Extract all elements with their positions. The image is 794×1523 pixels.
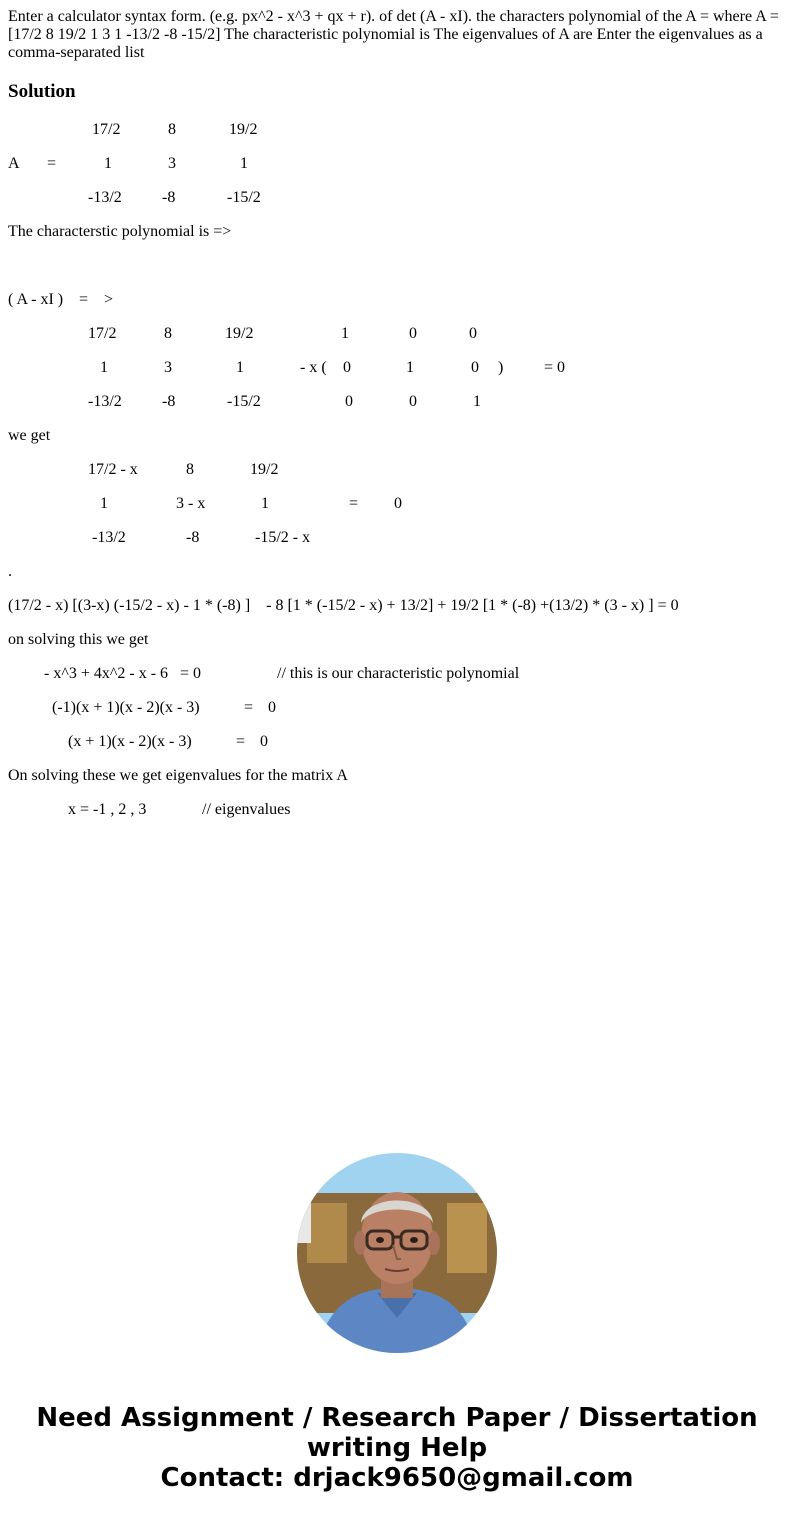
product-cell: -8 xyxy=(162,393,176,410)
product-row-2 xyxy=(0,359,794,379)
solution-heading: Solution xyxy=(8,81,76,102)
product-cell: 3 xyxy=(164,359,172,376)
det-cell: 8 xyxy=(186,461,194,478)
identity-cell: 0 xyxy=(345,393,353,410)
det-zero: 0 xyxy=(394,495,402,512)
expansion-line: (17/2 - x) [(3-x) (-15/2 - x) - 1 * (-8) ] - 8 [1 * (-15/2 - x) + 13/2] + 19/2 [1 * (-8) +(13/2) * (3 - x) ] = 0 xyxy=(8,597,679,614)
product-cell: 8 xyxy=(164,325,172,342)
product-row-3 xyxy=(0,393,794,413)
eigen-intro-line: On solving these we get eigenvalues for the matrix A xyxy=(8,767,348,784)
a-minus-xi-label: ( A - xI ) xyxy=(8,291,64,308)
a-minus-xi-equals: = xyxy=(79,291,89,308)
matrix-a-cell: 19/2 xyxy=(229,121,258,138)
identity-cell: 1 xyxy=(406,359,414,376)
det-cell: -15/2 - x xyxy=(255,529,311,546)
identity-cell: 0 xyxy=(471,359,479,376)
factored-expr: (-1)(x + 1)(x - 2)(x - 3) xyxy=(52,699,200,716)
product-cell: 1 xyxy=(100,359,108,376)
footer-line-2: writing Help xyxy=(306,1433,488,1463)
footer-contact: Contact: drjack9650@gmail.com xyxy=(160,1463,634,1493)
det-row-2 xyxy=(0,495,794,515)
det-equals: = xyxy=(349,495,359,512)
matrix-a-row-3 xyxy=(0,189,794,209)
author-photo-illustration xyxy=(297,1153,497,1353)
poly-comment: // this is our characteristic polynomial xyxy=(277,665,520,682)
factored-expr: (x + 1)(x - 2)(x - 3) xyxy=(68,733,192,750)
matrix-a-equals: = xyxy=(47,155,57,172)
det-cell: -13/2 xyxy=(92,529,126,546)
a-minus-xi-line xyxy=(0,291,794,311)
matrix-a-cell: 17/2 xyxy=(92,121,121,138)
eigen-line xyxy=(0,801,794,821)
poly-expr: - x^3 + 4x^2 - x - 6 = 0 xyxy=(44,665,202,682)
factored-equals: = xyxy=(236,733,246,750)
close-paren: ) xyxy=(498,359,504,376)
matrix-a-cell: 3 xyxy=(168,155,176,172)
equals-zero: = 0 xyxy=(544,359,566,376)
matrix-a-cell: -8 xyxy=(162,189,176,206)
det-cell: 1 xyxy=(261,495,269,512)
on-solving-line: on solving this we get xyxy=(8,631,149,648)
eigen-expr: x = -1 , 2 , 3 xyxy=(68,801,147,818)
minus-x-paren: - x ( xyxy=(300,359,327,376)
author-photo xyxy=(297,1153,497,1353)
identity-cell: 0 xyxy=(343,359,351,376)
factored-line-1 xyxy=(0,699,794,719)
we-get-line: we get xyxy=(8,427,51,444)
a-minus-xi-gt: > xyxy=(104,291,114,308)
product-row-1 xyxy=(0,325,794,345)
matrix-a-cell: -13/2 xyxy=(88,189,122,206)
det-cell: 3 - x xyxy=(176,495,206,512)
poly-line xyxy=(0,665,794,685)
identity-cell: 1 xyxy=(341,325,349,342)
matrix-a-cell: 1 xyxy=(240,155,248,172)
matrix-a-label: A xyxy=(8,155,20,172)
matrix-a-row-2 xyxy=(0,155,794,175)
promo-footer xyxy=(0,1403,794,1493)
matrix-a-cell: 8 xyxy=(168,121,176,138)
det-cell: 17/2 - x xyxy=(88,461,138,478)
product-cell: 17/2 xyxy=(88,325,117,342)
factored-zero: 0 xyxy=(268,699,276,716)
footer-line-1: Need Assignment / Research Paper / Dissertation xyxy=(36,1403,758,1433)
factored-line-2 xyxy=(0,733,794,753)
factored-zero: 0 xyxy=(260,733,268,750)
det-cell: 19/2 xyxy=(250,461,279,478)
det-row-1 xyxy=(0,461,794,481)
identity-cell: 0 xyxy=(409,325,417,342)
matrix-a-cell: -15/2 xyxy=(227,189,261,206)
det-cell: -8 xyxy=(186,529,200,546)
det-row-3 xyxy=(0,529,794,549)
identity-cell: 1 xyxy=(473,393,481,410)
product-cell: -13/2 xyxy=(88,393,122,410)
identity-cell: 0 xyxy=(469,325,477,342)
factored-equals: = xyxy=(244,699,254,716)
product-cell: 19/2 xyxy=(225,325,254,342)
dot-line: . xyxy=(8,563,12,580)
matrix-a-cell: 1 xyxy=(104,155,112,172)
question-text: Enter a calculator syntax form. (e.g. px^2 - x^3 + qx + r). of det (A - xI). the characters polynomial of the A = where A = [17/2 8 19/2 1 3 1 -13/2 -8 -15/2] The characteristic polynomial is The eigenvalues of A are Enter the eigenvalues as a comma-separated list xyxy=(8,8,779,61)
char-poly-intro: The characterstic polynomial is => xyxy=(8,223,232,240)
matrix-a-row-1 xyxy=(0,121,794,141)
question-block xyxy=(8,8,786,62)
product-cell: -15/2 xyxy=(227,393,261,410)
identity-cell: 0 xyxy=(409,393,417,410)
eigen-comment: // eigenvalues xyxy=(202,801,291,818)
product-cell: 1 xyxy=(236,359,244,376)
det-cell: 1 xyxy=(100,495,108,512)
